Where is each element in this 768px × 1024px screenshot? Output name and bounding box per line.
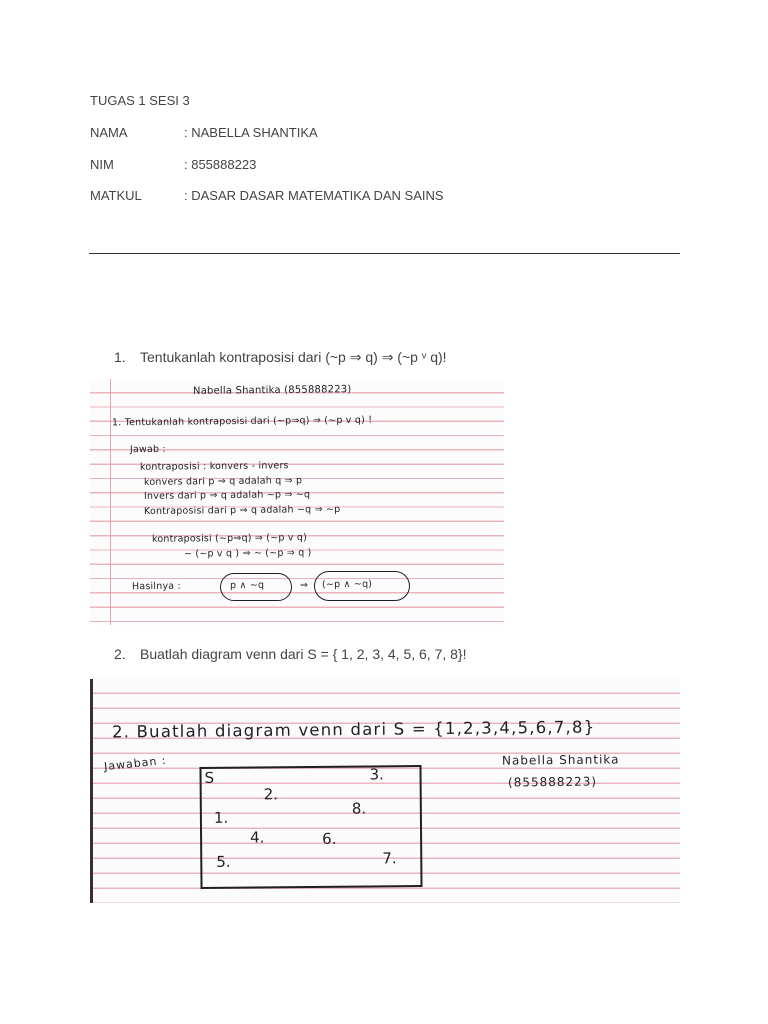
question-1-text: Tentukanlah kontraposisi dari (~p ⇒ q) ⇒ (~p ᵛ q)! (140, 349, 447, 365)
answer-1-photo (90, 379, 504, 625)
name-value: : NABELLA SHANTIKA (184, 125, 318, 140)
paper-margin-line (110, 379, 111, 625)
answer-1-line-4: Kontraposisi dari p ⇒ q adalah ~q ⇒ ~p (143, 503, 341, 518)
answer-1-line-3: Invers dari p ⇒ q adalah ~p ⇒ ~q (143, 489, 311, 502)
venn-element: 2. (263, 785, 279, 804)
answer-1-author: Nabella Shantika (855888223) (192, 384, 352, 397)
question-2-number: 2. (114, 646, 126, 662)
nim-row (90, 157, 257, 172)
venn-element: 5. (216, 852, 231, 871)
course-value: : DASAR DASAR MATEMATIKA DAN SAINS (184, 188, 444, 203)
venn-element: 6. (322, 829, 337, 848)
venn-diagram (199, 765, 422, 889)
name-row (90, 125, 318, 140)
course-label: MATKUL (90, 188, 142, 203)
answer-1-line-2: konvers dari p ⇒ q adalah q ⇒ p (143, 475, 303, 488)
venn-element: 8. (351, 799, 367, 818)
answer-1-kontraposisi-2: ~ (~p v q ) ⇒ ~ (~p ⇒ q ) (183, 547, 312, 560)
answer-2-jawaban: Jawaban : (103, 753, 168, 774)
name-label: NAMA (90, 125, 128, 140)
answer-1-hasil-label: Hasilnya : (131, 580, 181, 593)
answer-1-question: 1. Tentukanlah kontraposisi dari (~p⇒q) ⇒ (~p v q) ! (111, 414, 373, 429)
answer-2-author-nim: (855888223) (507, 774, 598, 790)
venn-element: 3. (369, 765, 384, 784)
answer-1-hasil-arrow: ⇒ (299, 579, 309, 592)
venn-set-label: S (204, 768, 215, 787)
paper-edge (90, 679, 93, 903)
question-2 (114, 646, 467, 662)
answer-1-kontraposisi-1: kontraposisi (~p⇒q) ⇒ (~p v q) (151, 532, 308, 545)
venn-element: 1. (213, 808, 229, 827)
nim-label: NIM (90, 157, 114, 172)
question-2-text: Buatlah diagram venn dari S = { 1, 2, 3, 4, 5, 6, 7, 8}! (140, 646, 467, 662)
answer-2-question: 2. Buatlah diagram venn dari S = {1,2,3,4,5,6,7,8} (111, 717, 596, 742)
answer-1-hasil-left: p ∧ ~q (229, 579, 265, 592)
answer-1-jawab: Jawab : (129, 443, 166, 456)
venn-element: 4. (250, 828, 265, 847)
answer-1-hasil-right: (~p ∧ ~q) (321, 578, 373, 591)
course-row (90, 188, 444, 203)
header-divider (89, 253, 680, 254)
assignment-title: TUGAS 1 SESI 3 (90, 93, 190, 108)
answer-2-photo (90, 679, 680, 903)
nim-value: : 855888223 (184, 157, 257, 172)
question-1-number: 1. (114, 349, 126, 365)
venn-element: 7. (382, 849, 397, 868)
question-1 (114, 349, 447, 366)
answer-1-line-1: kontraposisi : konvers - invers (139, 460, 289, 473)
answer-2-author-name: Nabella Shantika (501, 752, 620, 768)
